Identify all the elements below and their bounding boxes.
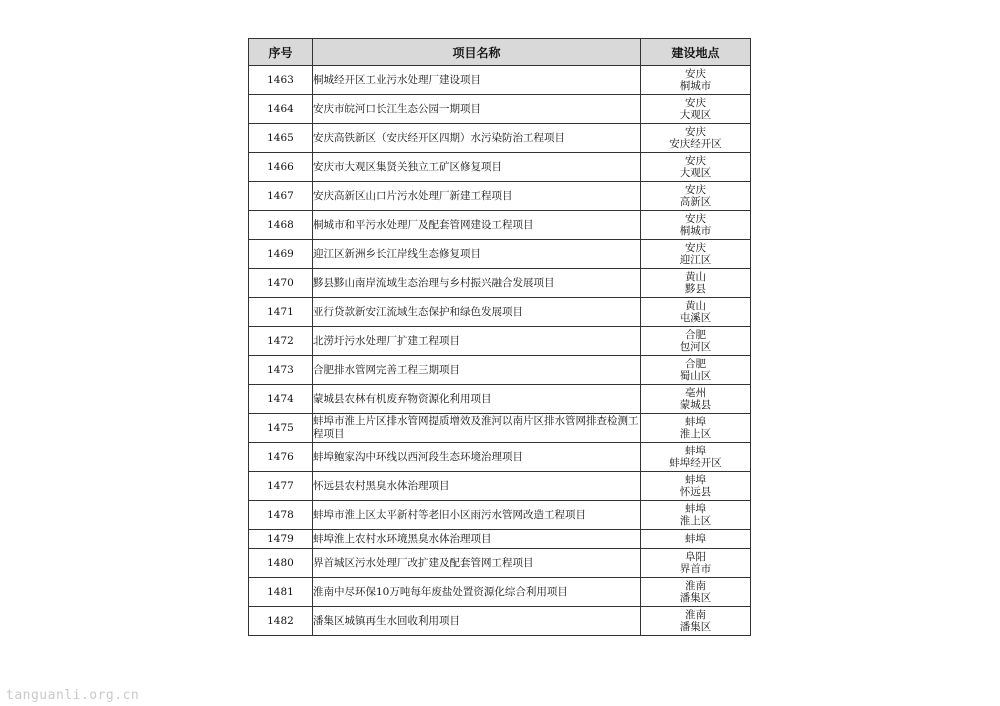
- location-city: 蚌埠: [685, 445, 706, 457]
- location-city: 淮南: [685, 580, 706, 592]
- location-city: 淮南: [685, 609, 706, 621]
- location-district: 潘集区: [679, 621, 712, 633]
- location-city: 蚌埠: [685, 416, 706, 428]
- row-number: 1470: [249, 269, 313, 298]
- row-number: 1464: [249, 95, 313, 124]
- row-project-name: 亚行贷款新安江流域生态保护和绿色发展项目: [313, 298, 641, 327]
- location-district: 淮上区: [679, 428, 712, 440]
- row-location: [641, 607, 751, 636]
- row-number: 1477: [249, 472, 313, 501]
- table-row: [249, 327, 751, 356]
- row-location: [641, 153, 751, 182]
- table-row: [249, 443, 751, 472]
- table-header-row: [249, 39, 751, 66]
- row-number: 1463: [249, 66, 313, 95]
- row-number: 1469: [249, 240, 313, 269]
- table-row: [249, 501, 751, 530]
- table-row: [249, 356, 751, 385]
- row-number: 1478: [249, 501, 313, 530]
- row-number: 1481: [249, 578, 313, 607]
- table-row: [249, 95, 751, 124]
- location-district: 桐城市: [679, 80, 712, 92]
- row-project-name: 怀远县农村黑臭水体治理项目: [313, 472, 641, 501]
- row-location: [641, 549, 751, 578]
- location-city: 黄山: [685, 300, 706, 312]
- row-number: 1476: [249, 443, 313, 472]
- row-number: 1471: [249, 298, 313, 327]
- location-district: 桐城市: [679, 225, 712, 237]
- location-city: 阜阳: [685, 551, 706, 563]
- table-row: [249, 153, 751, 182]
- header-serial-number: 序号: [249, 39, 313, 66]
- row-location: [641, 95, 751, 124]
- location-city: 安庆: [685, 184, 706, 196]
- row-location: [641, 443, 751, 472]
- location-district: 大观区: [679, 109, 712, 121]
- row-location: [641, 356, 751, 385]
- row-location: [641, 578, 751, 607]
- location-district: 安庆经开区: [669, 138, 722, 150]
- row-project-name: 蒙城县农林有机废弃物资源化利用项目: [313, 385, 641, 414]
- location-city: 蚌埠: [685, 474, 706, 486]
- location-city: 安庆: [685, 126, 706, 138]
- row-project-name: 蚌埠市淮上片区排水管网提质增效及淮河以南片区排水管网排查检测工程项目: [313, 414, 641, 443]
- table-row: [249, 578, 751, 607]
- row-location: [641, 66, 751, 95]
- table-row: [249, 66, 751, 95]
- row-number: 1465: [249, 124, 313, 153]
- row-location: [641, 385, 751, 414]
- location-district: 迎江区: [679, 254, 712, 266]
- row-number: 1467: [249, 182, 313, 211]
- row-project-name: 合肥排水管网完善工程三期项目: [313, 356, 641, 385]
- row-location: [641, 298, 751, 327]
- row-project-name: 桐城市和平污水处理厂及配套管网建设工程项目: [313, 211, 641, 240]
- location-district: 蚌埠经开区: [669, 457, 722, 469]
- row-project-name: 迎江区新洲乡长江岸线生态修复项目: [313, 240, 641, 269]
- location-city: 安庆: [685, 242, 706, 254]
- row-number: 1479: [249, 530, 313, 549]
- row-location: [641, 414, 751, 443]
- row-project-name: 安庆市大观区集贤关独立工矿区修复项目: [313, 153, 641, 182]
- row-project-name: 桐城经开区工业污水处理厂建设项目: [313, 66, 641, 95]
- location-city: 蚌埠: [685, 503, 706, 515]
- table-row: [249, 211, 751, 240]
- row-location: [641, 269, 751, 298]
- row-project-name: 潘集区城镇再生水回收利用项目: [313, 607, 641, 636]
- location-district: 蒙城县: [679, 399, 712, 411]
- row-location: [641, 472, 751, 501]
- location-city: 蚌埠: [685, 533, 706, 545]
- row-location: [641, 240, 751, 269]
- row-project-name: 安庆高铁新区（安庆经开区四期）水污染防治工程项目: [313, 124, 641, 153]
- row-location: [641, 182, 751, 211]
- row-project-name: 北涝圩污水处理厂扩建工程项目: [313, 327, 641, 356]
- table-row: [249, 124, 751, 153]
- location-city: 安庆: [685, 68, 706, 80]
- location-city: 合肥: [685, 329, 706, 341]
- location-city: 亳州: [685, 387, 706, 399]
- location-city: 合肥: [685, 358, 706, 370]
- row-location: [641, 327, 751, 356]
- table-row: [249, 269, 751, 298]
- table-row: [249, 472, 751, 501]
- location-city: 安庆: [685, 155, 706, 167]
- row-project-name: 黟县黟山南岸流域生态治理与乡村振兴融合发展项目: [313, 269, 641, 298]
- location-district: 屯溪区: [679, 312, 712, 324]
- row-number: 1472: [249, 327, 313, 356]
- table-row: [249, 414, 751, 443]
- row-location: [641, 211, 751, 240]
- row-project-name: 蚌埠鲍家沟中环线以西河段生态环境治理项目: [313, 443, 641, 472]
- table-row: [249, 385, 751, 414]
- row-location: [641, 530, 751, 549]
- location-district: 包河区: [679, 341, 712, 353]
- row-number: 1474: [249, 385, 313, 414]
- table-row: [249, 182, 751, 211]
- table-row: [249, 298, 751, 327]
- location-district: 蜀山区: [679, 370, 712, 382]
- location-district: 黟县: [685, 283, 706, 295]
- table-row: [249, 240, 751, 269]
- table-row: [249, 607, 751, 636]
- header-location: 建设地点: [641, 39, 751, 66]
- table-row: [249, 530, 751, 549]
- watermark: tanguanli.org.cn: [6, 688, 140, 703]
- row-project-name: 安庆高新区山口片污水处理厂新建工程项目: [313, 182, 641, 211]
- row-location: [641, 501, 751, 530]
- row-project-name: 蚌埠淮上农村水环境黑臭水体治理项目: [313, 530, 641, 549]
- location-district: 界首市: [679, 563, 712, 575]
- project-table: [248, 38, 751, 636]
- location-district: 潘集区: [679, 592, 712, 604]
- location-district: 怀远县: [679, 486, 712, 498]
- location-district: 高新区: [679, 196, 712, 208]
- row-number: 1480: [249, 549, 313, 578]
- location-city: 安庆: [685, 213, 706, 225]
- location-district: 淮上区: [679, 515, 712, 527]
- row-project-name: 淮南中尽环保10万吨每年废盐处置资源化综合利用项目: [313, 578, 641, 607]
- row-number: 1475: [249, 414, 313, 443]
- row-number: 1482: [249, 607, 313, 636]
- location-city: 安庆: [685, 97, 706, 109]
- row-number: 1466: [249, 153, 313, 182]
- row-project-name: 界首城区污水处理厂改扩建及配套管网工程项目: [313, 549, 641, 578]
- row-number: 1468: [249, 211, 313, 240]
- location-city: 黄山: [685, 271, 706, 283]
- location-district: 大观区: [679, 167, 712, 179]
- row-project-name: 安庆市皖河口长江生态公园一期项目: [313, 95, 641, 124]
- header-project-name: 项目名称: [313, 39, 641, 66]
- row-number: 1473: [249, 356, 313, 385]
- table-row: [249, 549, 751, 578]
- row-location: [641, 124, 751, 153]
- row-project-name: 蚌埠市淮上区太平新村等老旧小区雨污水管网改造工程项目: [313, 501, 641, 530]
